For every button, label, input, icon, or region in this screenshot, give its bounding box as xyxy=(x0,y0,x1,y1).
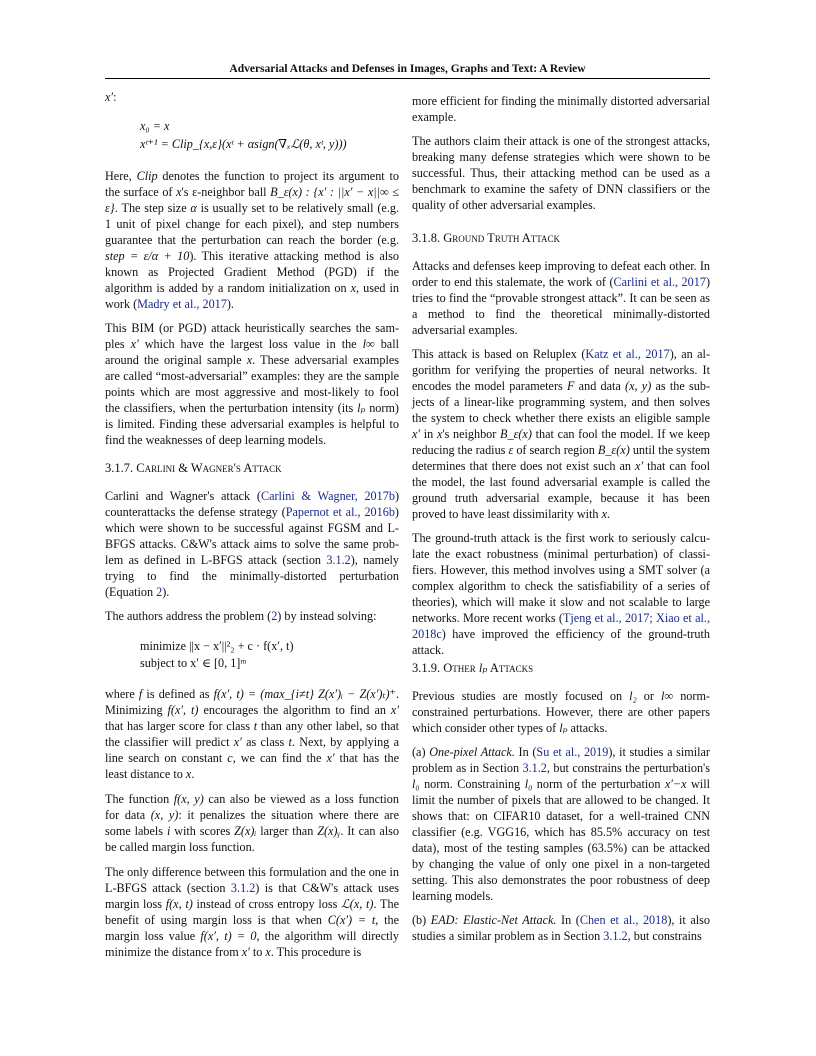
text-run: Attacks and defenses keep improving to defeat each other. In order to end this stalemate, the work of ( xyxy=(412,259,710,289)
paragraph xyxy=(105,320,399,448)
text-run: . The step size xyxy=(114,201,191,215)
paragraph xyxy=(412,133,710,213)
text-run: ). xyxy=(226,297,234,311)
math-inline: x xyxy=(265,945,271,959)
paragraph xyxy=(105,864,399,960)
text-run: ) counterattacks the defense strategy ( xyxy=(105,489,399,519)
math-inline: f(x′, t) xyxy=(167,703,199,717)
math-inline: x xyxy=(601,507,607,521)
text-run: where xyxy=(105,687,139,701)
math-inline: α xyxy=(190,201,197,215)
math-inline: f(x, t) xyxy=(165,897,193,911)
math-inline: x′ xyxy=(105,90,114,104)
text-run: This BIM (or PGD) attack heuristically searches the samples xyxy=(105,321,399,351)
paragraph xyxy=(412,688,710,736)
text-run: and data xyxy=(574,379,626,393)
text-run: ) tries to find the “provable strongest attack”. It can be seen as a method to find the theoretical minimally-distorted adversarial examples. xyxy=(412,275,710,337)
text-run: Carlini and Wagner's attack ( xyxy=(105,489,261,503)
equation-line: x₀ = x xyxy=(140,119,170,133)
text-run: than any other label, so that the classifier will predict xyxy=(105,719,399,749)
text-run: or xyxy=(636,689,662,703)
citation-link[interactable]: 3.1.2 xyxy=(326,553,351,567)
text-run: , the algorithm will directly minimize the distance from xyxy=(105,929,399,959)
citation-link[interactable]: Tjeng et al., 2017; Xiao et al., 2018c xyxy=(412,611,711,641)
section-heading xyxy=(105,460,282,476)
math-inline: l₂ xyxy=(629,689,637,703)
text-run: , used in work ( xyxy=(105,281,399,311)
text-run: norm of the perturbation xyxy=(532,777,665,791)
text-run: , we can find the xyxy=(232,751,327,765)
text-run: ). xyxy=(162,585,170,599)
text-run: norm) is limited. Finding these adversarial examples is helpful to find the weaknesses of deep learning models. xyxy=(105,401,399,447)
text-run: . Next, by applying a line search on constant xyxy=(105,735,399,765)
text-run: of search region xyxy=(513,443,598,457)
text-run: This attack is based on Reluplex ( xyxy=(412,347,586,361)
text-run: more efficient for finding the minimally distorted adversarial example. xyxy=(412,94,710,124)
text-run: . This procedure is xyxy=(270,945,362,959)
text-run: ball around the original sample xyxy=(105,337,399,367)
text-run: (b) xyxy=(412,913,431,927)
text-run: The authors address the problem ( xyxy=(105,609,272,623)
math-inline: step = ε/α + 10 xyxy=(105,249,190,263)
math-inline: x′ xyxy=(326,751,335,765)
math-inline: ℒ(x, t) xyxy=(341,897,374,911)
text-run: . It can also be called margin loss function. xyxy=(105,824,400,854)
math-inline: x′−x xyxy=(664,777,687,791)
text-run: In ( xyxy=(556,913,580,927)
math-inline: x xyxy=(176,185,182,199)
math-inline: B_ε(x) : {x′ : ||x′ − x||∞ ≤ ε} xyxy=(105,185,399,215)
math-inline: Clip xyxy=(136,169,158,183)
paragraph xyxy=(105,168,399,312)
text-run: ). This iterative attacking method is also known as Projected Gradient Method (PGD) if the algorithm is added by a random initialization on xyxy=(105,249,399,295)
text-run: ), it also studies a similar problem as in Section xyxy=(412,913,710,943)
paragraph xyxy=(412,530,710,658)
paragraph xyxy=(105,488,399,600)
paragraph xyxy=(412,744,710,904)
paragraph-title: EAD: Elastic-Net Attack. xyxy=(430,913,557,927)
section-number: 3.1.9. xyxy=(412,661,441,675)
paragraph xyxy=(105,791,399,855)
math-inline: l₀ xyxy=(412,777,420,791)
paragraph xyxy=(412,912,710,944)
math-inline: ε xyxy=(508,443,514,457)
math-inline: B_ε(x) xyxy=(597,443,630,457)
math-inline: t xyxy=(253,719,258,733)
text-run: ) is that C&W's attack uses margin loss xyxy=(105,881,399,911)
text-run: ) which were shown to be successful against FGSM and L-BFGS attacks. C&W's attack aims to solve the same problem as defined in L-BFGS attack (section xyxy=(105,505,399,567)
text-run: will limit the number of pixels that are allowed to be changed. It shows that: on CIFAR10 dataset, for a well-trained CNN classifier (e.g. VGG16, which has 85.5% accuracy on test data), most of the testing samples (63.5%) can be attacked by changing the value of only one pixel in a non-targeted setting. This also demonstrates the poor robustness of deep learning models. xyxy=(412,777,710,903)
text-run: . Minimizing xyxy=(105,687,399,717)
text-run: larger than xyxy=(256,824,318,838)
text-run: In ( xyxy=(514,745,537,759)
math-inline: x xyxy=(185,767,192,781)
text-run: , but constrains the perturbation's xyxy=(546,761,710,775)
math-inline: B_ε(x) xyxy=(500,427,532,441)
math-inline: lₚ xyxy=(559,721,568,735)
section-title: Ground Truth Attack xyxy=(443,231,561,245)
math-inline: (x, y) xyxy=(625,379,652,393)
math-inline: l∞ xyxy=(661,689,674,703)
text-run: until the system determines that there does not exist such an xyxy=(412,443,711,473)
math-inline: C(x′) = t xyxy=(327,913,376,927)
math-inline: l∞ xyxy=(362,337,375,351)
text-run: . These adversarial examples are called “most-adversarial” examples: they are the sample points which are most aggressive and most-likely to fool the classifiers, when the perturbation intensity (its xyxy=(105,353,399,415)
paragraph xyxy=(105,608,399,624)
math-inline: i xyxy=(166,824,171,838)
header-rule xyxy=(105,78,710,79)
math-inline: Z(x)ᵢ xyxy=(234,824,257,838)
text-run: that has larger score for class xyxy=(105,719,254,733)
section-title-math: lₚ xyxy=(478,661,488,675)
text-run: : xyxy=(113,90,117,104)
text-run: in xyxy=(420,427,437,441)
text-run: can also be viewed as a loss function for data xyxy=(105,792,399,822)
equation-line: xᵗ⁺¹ = Clip_{x,ε}(xᵗ + αsign(∇ₓℒ(θ, xᵗ, y))) xyxy=(140,137,347,151)
citation-link[interactable]: Carlini & Wagner, 2017b xyxy=(260,489,395,503)
text-run: , but constrains xyxy=(627,929,702,943)
math-inline: lₚ xyxy=(357,401,366,415)
text-run: ) by instead solving: xyxy=(277,609,377,623)
text-run: that has the least distance to xyxy=(105,751,399,781)
text-run: ), it studies a similar problem as in Section xyxy=(412,745,710,775)
text-run: that can fool the model, the last found adversarial example is called the ground truth adversarial example, because it has been proved to have least dissimilarity with xyxy=(412,459,710,521)
text-run: Previous studies are mostly focused on xyxy=(412,689,630,703)
math-inline: F xyxy=(567,379,575,393)
math-inline: f(x′, t) = (max_{i≠t} Z(x′)ᵢ − Z(x′)ₜ)⁺ xyxy=(213,687,396,701)
math-inline: (x, y) xyxy=(150,808,179,822)
text-run: denotes the function to project its argument to the surface of xyxy=(105,169,399,199)
citation-link[interactable]: 3.1.2 xyxy=(603,929,628,943)
math-inline: l₀ xyxy=(524,777,533,791)
math-inline: x′ xyxy=(635,459,644,473)
citation-link[interactable]: Katz et al., 2017 xyxy=(585,347,670,361)
paragraph xyxy=(412,258,710,338)
text-run: is defined as xyxy=(142,687,214,701)
math-inline: f xyxy=(138,687,143,701)
paragraph-title: One-pixel Attack. xyxy=(429,745,515,759)
citation-link[interactable]: 2 xyxy=(156,585,163,599)
math-inline: x′ xyxy=(130,337,139,351)
text-run: The only difference between this formulation and the one in L-BFGS attack (section xyxy=(105,865,399,895)
text-run: with scores xyxy=(170,824,235,838)
text-run: The ground-truth attack is the first work to seriously calculate the exact robustness (minimal perturbation) of classifiers. However, this method involves using a SMT solver (a complex algorithm to check the satisfiability of a series of theories), which will make it slow and not scalable to large networks. More recent works ( xyxy=(412,531,710,625)
math-inline: f(x, y) xyxy=(173,792,204,806)
section-title: Other xyxy=(443,661,479,675)
citation-link[interactable]: 2 xyxy=(271,609,278,623)
equation-line: subject to x′ ∈ [0, 1]ᵐ xyxy=(140,656,247,670)
math-inline: Z(x)ᵧ xyxy=(317,824,341,838)
section-title: Attacks xyxy=(487,661,534,675)
text-run: that can fool the model. If we keep reducing the radius xyxy=(412,427,711,457)
section-heading xyxy=(412,230,560,246)
text-run: ), namely trying to find the minimally-distorted perturbation (Equation xyxy=(105,553,399,599)
text-run: instead of cross entropy loss xyxy=(192,897,342,911)
citation-link[interactable]: 3.1.2 xyxy=(522,761,547,775)
text-run: . xyxy=(606,507,611,521)
paragraph xyxy=(105,686,399,782)
math-inline: x′ xyxy=(241,945,250,959)
math-inline: x′ xyxy=(412,427,421,441)
citation-link[interactable]: Chen et al., 2018 xyxy=(579,913,668,927)
text-run: is usually set to be relatively small (e.g. 1 unit of pixel change for each pixel), and step numbers guarantee that the perturbation can reach the border (e.g. xyxy=(105,201,400,247)
text-run: (a) xyxy=(412,745,430,759)
citation-link[interactable]: Madry et al., 2017 xyxy=(137,297,227,311)
math-inline: c xyxy=(227,751,233,765)
math-inline: x′ xyxy=(390,703,399,717)
equation-line: minimize ||x − x′||²₂ + c · f(x′, t) xyxy=(140,639,294,653)
section-number: 3.1.7. xyxy=(105,461,134,475)
text-run: to xyxy=(249,945,266,959)
section-heading xyxy=(412,660,533,676)
text-run: norm. Constraining xyxy=(419,777,525,791)
math-inline: x xyxy=(350,281,357,295)
citation-link[interactable]: Su et al., 2019 xyxy=(536,745,609,759)
text-run: Here, xyxy=(105,169,137,183)
text-run: norm-constrained perturbations. However, there are other papers which consider other types of xyxy=(412,689,710,735)
text-run: 's ε-neighbor ball xyxy=(181,185,271,199)
paragraph xyxy=(412,346,710,522)
paragraph xyxy=(412,93,710,125)
text-run: as class xyxy=(241,735,289,749)
text-run: as the subjects of a linear-like programming system, and then solves the system to check whether there exists an eligible sample xyxy=(412,379,710,425)
text-run: attacks. xyxy=(567,721,608,735)
text-run: , the margin loss value xyxy=(105,913,400,943)
citation-link[interactable]: 3.1.2 xyxy=(230,881,256,895)
paragraph xyxy=(105,89,399,105)
text-run: ), an algorithm for verifying the properties of neural networks. It encodes the model parameters xyxy=(412,347,710,393)
text-run: which have the largest loss value in the xyxy=(138,337,363,351)
math-inline: x xyxy=(246,353,253,367)
text-run: : it penalizes the situation where there are some labels xyxy=(105,808,400,838)
citation-link[interactable]: Carlini et al., 2017 xyxy=(613,275,706,289)
math-inline: f(x′, t) = 0 xyxy=(200,929,257,943)
section-title: Carlini & Wagner's Attack xyxy=(136,461,282,475)
math-inline: t xyxy=(288,735,292,749)
citation-link[interactable]: Papernot et al., 2016b xyxy=(285,505,395,519)
running-header: Adversarial Attacks and Defenses in Images, Graphs and Text: A Review xyxy=(229,63,586,75)
text-run: 's neighbor xyxy=(442,427,501,441)
text-run: ) have improved the efficiency of the ground-truth attack. xyxy=(412,627,710,657)
text-run: The function xyxy=(105,792,174,806)
text-run: . xyxy=(191,767,195,781)
text-run: The authors claim their attack is one of the strongest attacks, breaking many defense strategies which were shown to be successful. Thus, their attacking method can be used as a benchmark to examine the safety of DNN classifiers or the quality of other adversarial examples. xyxy=(412,134,710,212)
text-run: . The benefit of using margin loss is that when xyxy=(105,897,399,927)
text-run: encourages the algorithm to find an xyxy=(198,703,391,717)
section-number: 3.1.8. xyxy=(412,231,441,245)
math-inline: x xyxy=(436,427,443,441)
math-inline: x′ xyxy=(233,735,242,749)
